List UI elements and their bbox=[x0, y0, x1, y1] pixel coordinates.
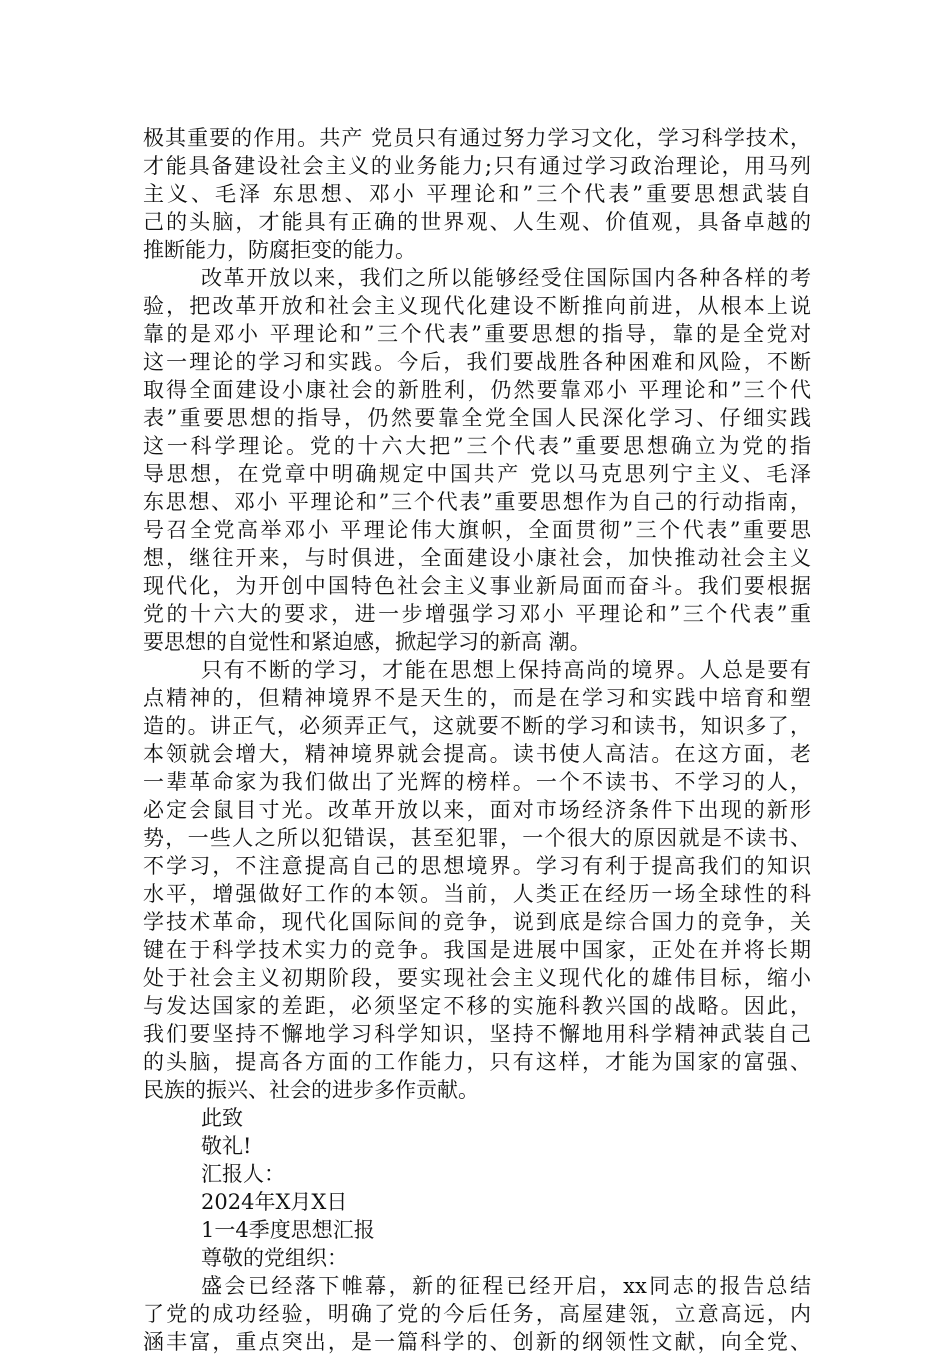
reporter-label: 汇报人： bbox=[201, 1162, 285, 1186]
text-line: 处于社会主义初期阶段，要实现社会主义现代化的雄伟目标，缩小 bbox=[143, 966, 811, 990]
text-line: 只有不断的学习，才能在思想上保持高尚的境界。人总是要有 bbox=[201, 658, 811, 682]
document-body bbox=[143, 124, 811, 1356]
text-line: 主义、毛泽 东思想、邓小 平理论和”三个代表”重要思想武装自 bbox=[143, 182, 811, 206]
paragraph-2 bbox=[143, 264, 811, 656]
text-line: 验，把改革开放和社会主义现代化建设不断推向前进，从根本上说 bbox=[143, 294, 811, 318]
text-line: 东思想、邓小 平理论和”三个代表”重要思想作为自己的行动指南， bbox=[143, 490, 811, 514]
text-line: 推断能力，防腐拒变的能力。 bbox=[143, 238, 416, 262]
text-line: 的头脑，提高各方面的工作能力，只有这样，才能为国家的富强、 bbox=[143, 1050, 811, 1074]
text-line: 我们要坚持不懈地学习科学知识，坚持不懈地用科学精神武装自己 bbox=[143, 1022, 811, 1046]
text-line: 必定会鼠目寸光。改革开放以来，面对市场经济条件下出现的新形 bbox=[143, 798, 811, 822]
report-greeting: 尊敬的党组织： bbox=[201, 1246, 348, 1270]
text-line: 盛会已经落下帷幕，新的征程已经开启，xx同志的报告总结 bbox=[201, 1274, 811, 1298]
next-report bbox=[143, 1216, 811, 1356]
text-line: 这一科学理论。党的十六大把”三个代表”重要思想确立为党的指 bbox=[143, 434, 811, 458]
text-line: 才能具备建设社会主义的业务能力;只有通过学习政治理论，用马列 bbox=[143, 154, 811, 178]
text-line: 现代化，为开创中国特色社会主义事业新局面而奋斗。我们要根据 bbox=[143, 574, 811, 598]
text-line: 不学习，不注意提高自己的思想境界。学习有利于提高我们的知识 bbox=[143, 854, 811, 878]
text-line: 涵丰富，重点突出，是一篇科学的、创新的纲领性文献，向全党、 bbox=[143, 1330, 811, 1354]
text-line: 改革开放以来，我们之所以能够经受住国际国内各种各样的考 bbox=[201, 266, 811, 290]
text-line: 民族的振兴、社会的进步多作贡献。 bbox=[143, 1078, 479, 1102]
text-line: 本领就会增大，精神境界就会提高。读书使人高洁。在这方面，老 bbox=[143, 742, 811, 766]
text-line: 表”重要思想的指导，仍然要靠全党全国人民深化学习、仔细实践 bbox=[143, 406, 811, 430]
text-line: 与发达国家的差距，必须坚定不移的实施科教兴国的战略。因此， bbox=[143, 994, 811, 1018]
text-line: 势，一些人之所以犯错误，甚至犯罪，一个很大的原因就是不读书、 bbox=[143, 826, 811, 850]
text-line: 要思想的自觉性和紧迫感，掀起学习的新高 潮。 bbox=[143, 630, 591, 654]
closing-block bbox=[143, 1104, 811, 1216]
text-line: 造的。讲正气，必须弄正气，这就要不断的学习和读书，知识多了， bbox=[143, 714, 811, 738]
closing-regards: 敬礼! bbox=[201, 1134, 252, 1158]
text-line: 靠的是邓小 平理论和”三个代表”重要思想的指导，靠的是全党对 bbox=[143, 322, 811, 346]
text-line: 学技术革命，现代化国际间的竞争，说到底是综合国力的竞争，关 bbox=[143, 910, 811, 934]
paragraph-1 bbox=[143, 124, 811, 264]
report-title: 1一4季度思想汇报 bbox=[201, 1218, 375, 1242]
text-line: 党的十六大的要求，进一步增强学习邓小 平理论和”三个代表”重 bbox=[143, 602, 811, 626]
report-date: 2024年X月X日 bbox=[201, 1190, 348, 1214]
text-line: 了党的成功经验，明确了党的今后任务，高屋建瓴，立意高远，内 bbox=[143, 1302, 811, 1326]
text-line: 想，继往开来，与时俱进，全面建设小康社会，加快推动社会主义 bbox=[143, 546, 811, 570]
text-line: 极其重要的作用。共产 党员只有通过努力学习文化，学习科学技术， bbox=[143, 126, 811, 150]
text-line: 点精神的，但精神境界不是天生的，而是在学习和实践中培育和塑 bbox=[143, 686, 811, 710]
closing-salutation: 此致 bbox=[201, 1106, 243, 1130]
text-line: 己的头脑，才能具有正确的世界观、人生观、价值观，具备卓越的 bbox=[143, 210, 811, 234]
paragraph-3 bbox=[143, 656, 811, 1104]
text-line: 水平，增强做好工作的本领。当前，人类正在经历一场全球性的科 bbox=[143, 882, 811, 906]
text-line: 键在于科学技术实力的竞争。我国是进展中国家，正处在并将长期 bbox=[143, 938, 811, 962]
text-line: 导思想，在党章中明确规定中国共产 党以马克思列宁主义、毛泽 bbox=[143, 462, 811, 486]
text-line: 取得全面建设小康社会的新胜利，仍然要靠邓小 平理论和”三个代 bbox=[143, 378, 811, 402]
text-line: 号召全党高举邓小 平理论伟大旗帜，全面贯彻”三个代表”重要思 bbox=[143, 518, 811, 542]
text-line: 这一理论的学习和实践。今后，我们要战胜各种困难和风险，不断 bbox=[143, 350, 811, 374]
text-line: 一辈革命家为我们做出了光辉的榜样。一个不读书、不学习的人， bbox=[143, 770, 811, 794]
